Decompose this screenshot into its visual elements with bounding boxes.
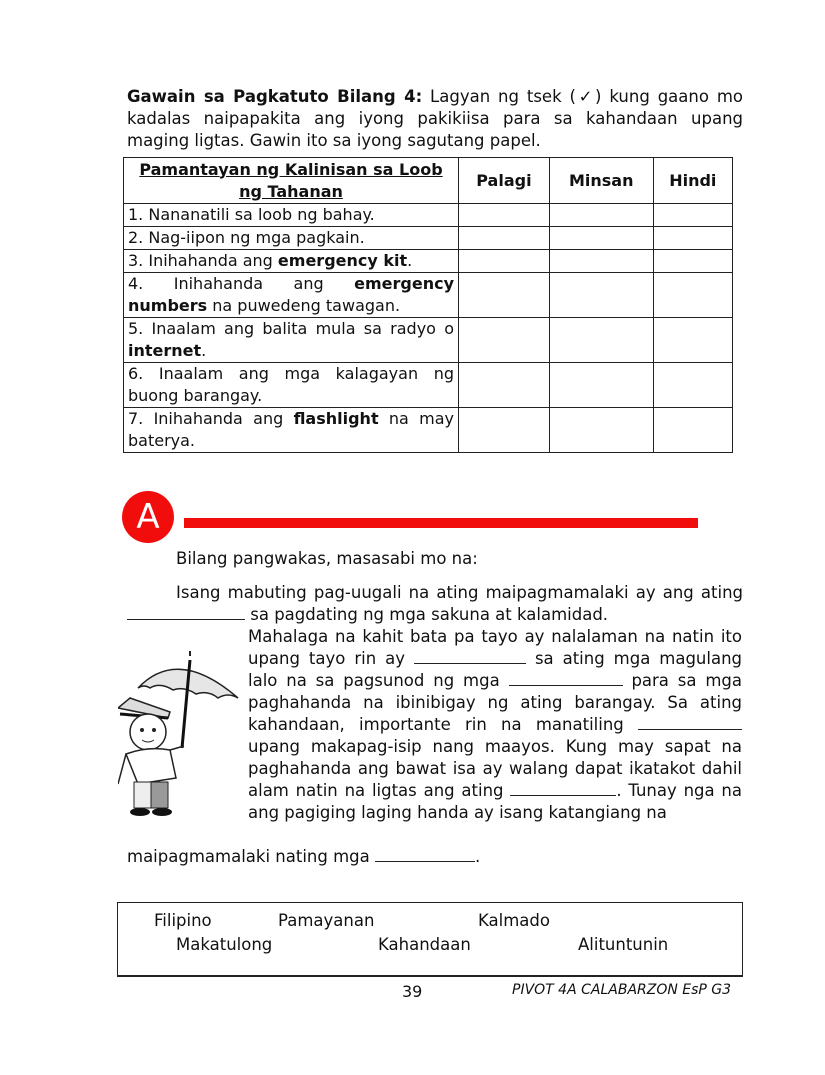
table-row (124, 204, 733, 227)
check-cell-hindi[interactable] (653, 273, 732, 318)
criteria-text-pre: 7. Inihahanda ang (128, 409, 294, 428)
criteria-text-post: na puwedeng tawagan. (207, 296, 401, 315)
criteria-text-pre: 4. Inihahanda ang (128, 274, 355, 293)
header-palagi: Palagi (459, 158, 550, 204)
table-row (124, 363, 733, 408)
check-cell-palagi[interactable] (459, 250, 550, 273)
criteria-cell (124, 227, 459, 250)
closing-text-7: . Tunay nga na ang pagiging laging handa ay isang katangiang na (248, 781, 742, 822)
closing-paragraph-bottom (127, 846, 743, 868)
check-cell-minsan[interactable] (549, 250, 653, 273)
activity-instruction-text: Lagyan ng tsek (✓) kung gaano mo kadalas naipapakita ang iyong pakikiisa para sa kahandaan upang maging ligtas. Gawin ito sa iyong sagutang papel. (127, 87, 743, 150)
table-row (124, 408, 733, 453)
table-row (124, 273, 733, 318)
check-cell-hindi[interactable] (653, 227, 732, 250)
check-cell-hindi[interactable] (653, 204, 732, 227)
word-bank-item: Pamayanan (278, 911, 375, 930)
table-row (124, 227, 733, 250)
section-badge: A (122, 491, 174, 543)
closing-paragraph-top (127, 582, 743, 626)
closing-text-5: para sa mga paghahanda na ibinibigay ng ating barangay. Sa ating kahandaan, importante rin na manatiling (248, 671, 743, 734)
table-row (124, 318, 733, 363)
check-cell-hindi[interactable] (653, 363, 732, 408)
criteria-cell (124, 250, 459, 273)
criteria-cell (124, 318, 459, 363)
closing-text-4: sa ating mga magulang lalo na sa pagsunod ng mga (248, 649, 743, 690)
closing-text-9: . (474, 847, 481, 866)
criteria-text-post: . (407, 251, 413, 270)
page-number: 39 (402, 982, 423, 1001)
criteria-text-pre: 1. Nananatili sa loob ng bahay. (128, 205, 375, 224)
check-cell-palagi[interactable] (459, 227, 550, 250)
header-minsan: Minsan (549, 158, 653, 204)
check-cell-hindi[interactable] (653, 408, 732, 453)
criteria-text-bold: emergency kit (277, 251, 408, 270)
closing-paragraph-middle (248, 626, 742, 824)
word-bank-item: Makatulong (176, 935, 273, 954)
closing-text-6: upang makapag-isip nang maayos. Kung may sapat na paghahanda ang bawat isa ay walang dapat ikatakot dahil alam natin na ligtas ang ating (248, 737, 742, 800)
table-row (124, 250, 733, 273)
criteria-text-pre: 5. Inaalam ang balita mula sa radyo o (128, 319, 454, 338)
check-cell-palagi[interactable] (459, 363, 550, 408)
check-cell-palagi[interactable] (459, 204, 550, 227)
blank-2[interactable] (414, 649, 526, 664)
blank-5[interactable] (510, 781, 616, 796)
criteria-text-bold: internet (128, 341, 202, 360)
check-cell-minsan[interactable] (549, 273, 653, 318)
closing-text-3: Mahalaga na kahit bata pa tayo ay nalalaman na natin ito upang tayo rin ay (248, 627, 742, 668)
word-bank-item: Alituntunin (578, 935, 669, 954)
section-divider (184, 518, 698, 528)
criteria-cell (124, 408, 459, 453)
closing-text-8: maipagmamalaki nating mga (127, 847, 370, 866)
criteria-cell (124, 273, 459, 318)
criteria-text-post: na may baterya. (128, 409, 454, 450)
criteria-cell (124, 363, 459, 408)
criteria-text-pre: 6. Inaalam ang mga kalagayan ng buong barangay. (128, 364, 454, 405)
criteria-text-bold: flashlight (293, 409, 379, 428)
blank-1[interactable] (127, 605, 245, 620)
check-cell-minsan[interactable] (549, 318, 653, 363)
criteria-text-post: . (201, 341, 207, 360)
check-cell-minsan[interactable] (549, 227, 653, 250)
series-label: PIVOT 4A CALABARZON EsP G3 (512, 982, 732, 998)
criteria-text-pre: 3. Inihahanda ang (128, 251, 278, 270)
blank-3[interactable] (509, 671, 623, 686)
criteria-text-bold: emergency numbers (128, 274, 454, 315)
check-cell-minsan[interactable] (549, 408, 653, 453)
check-cell-palagi[interactable] (459, 273, 550, 318)
checklist-table (123, 157, 733, 453)
header-criteria: Pamantayan ng Kalinisan sa Loob ng Tahanan (124, 158, 459, 204)
check-cell-minsan[interactable] (549, 204, 653, 227)
check-cell-minsan[interactable] (549, 363, 653, 408)
criteria-text-pre: 2. Nag-iipon ng mga pagkain. (128, 228, 365, 247)
blank-4[interactable] (638, 715, 742, 730)
word-bank-item: Kalmado (478, 911, 550, 930)
word-bank-item: Kahandaan (378, 935, 471, 954)
closing-text-1: Isang mabuting pag-uugali na ating maipagmamalaki ay ang ating (176, 583, 743, 602)
closing-text-2: sa pagdating ng mga sakuna at kalamidad. (250, 605, 609, 624)
word-bank-item: Filipino (154, 911, 212, 930)
activity-instructions (127, 86, 743, 152)
word-bank (117, 902, 743, 977)
table-header-row (124, 158, 733, 204)
header-hindi: Hindi (653, 158, 732, 204)
check-cell-hindi[interactable] (653, 318, 732, 363)
check-cell-palagi[interactable] (459, 318, 550, 363)
check-cell-hindi[interactable] (653, 250, 732, 273)
blank-6[interactable] (375, 847, 475, 862)
check-cell-palagi[interactable] (459, 408, 550, 453)
closing-lead: Bilang pangwakas, masasabi mo na: (176, 549, 478, 568)
child-with-umbrella-icon (118, 648, 243, 818)
criteria-cell (124, 204, 459, 227)
activity-title: Gawain sa Pagkatuto Bilang 4: (127, 87, 423, 106)
